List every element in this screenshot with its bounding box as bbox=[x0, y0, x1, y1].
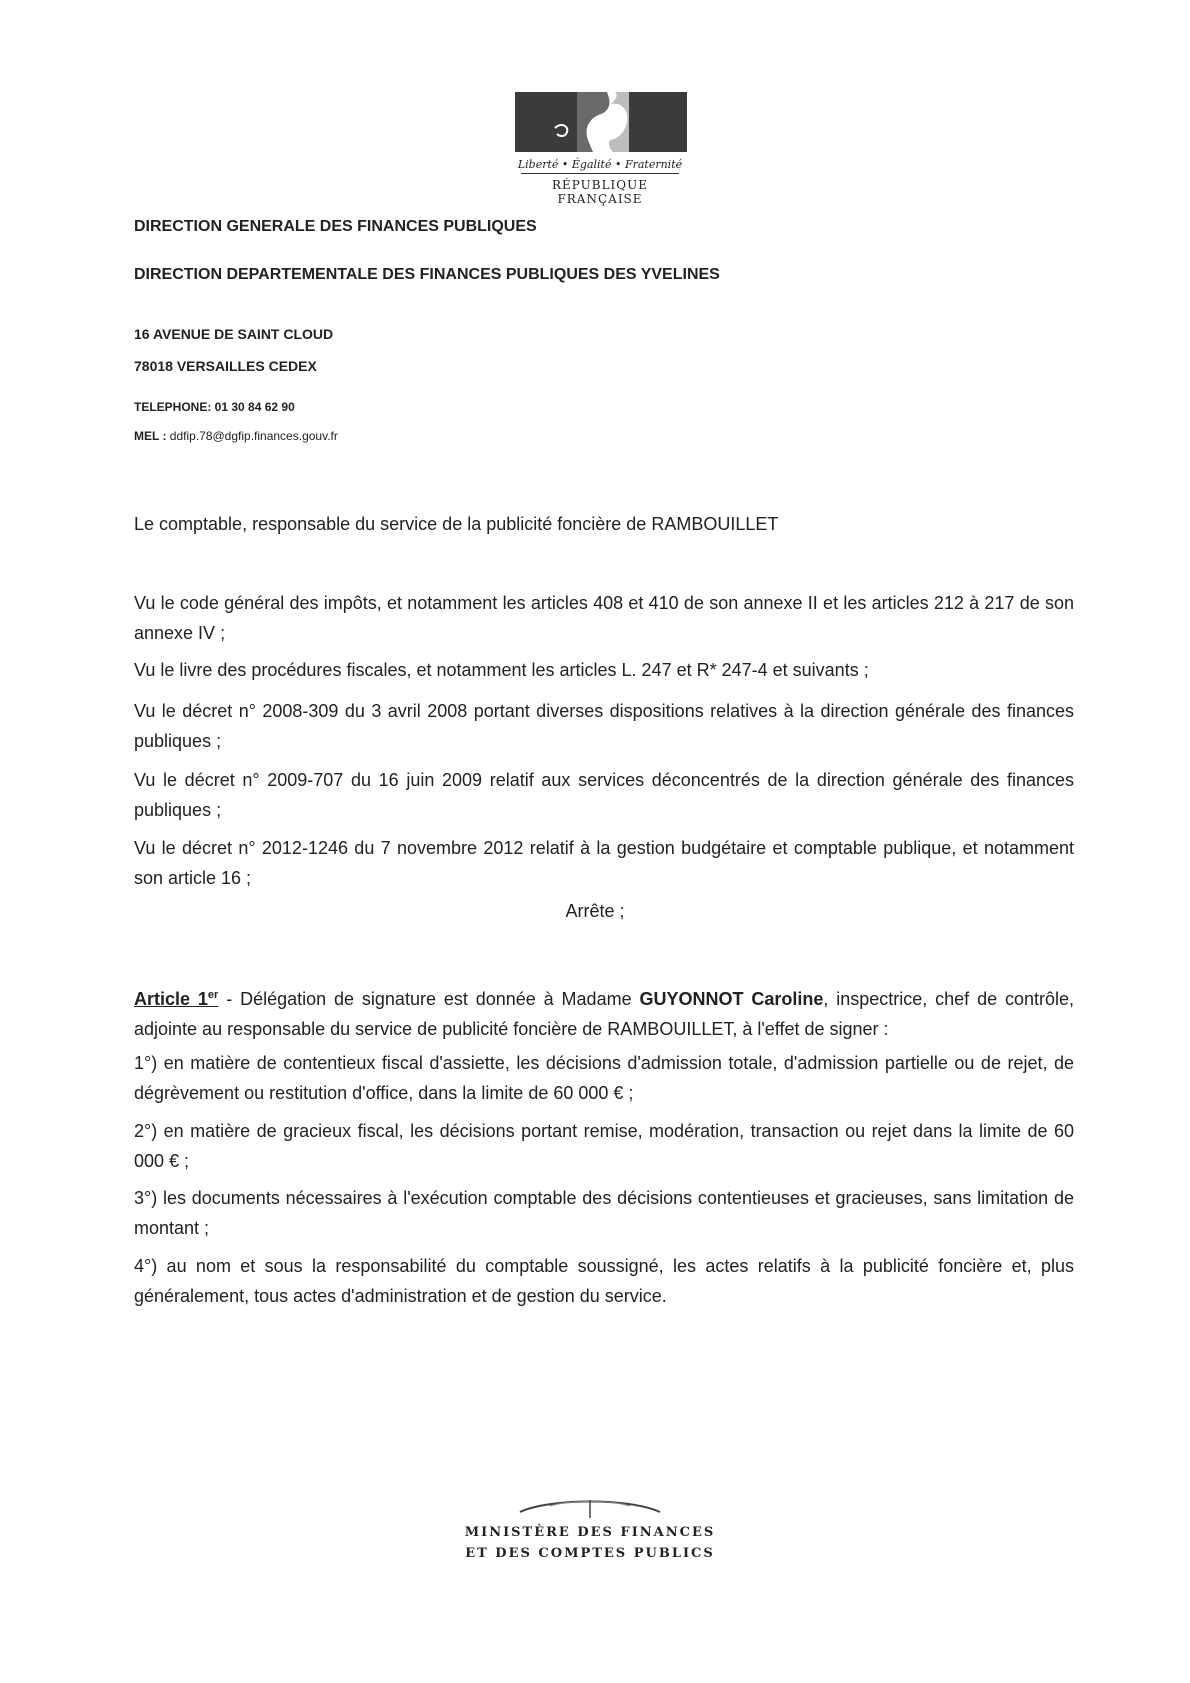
ministry-name-line2: ET DES COMPTES PUBLICS bbox=[465, 1546, 715, 1561]
header-ddfip: DIRECTION DEPARTEMENTALE DES FINANCES PUBLIQUES DES YVELINES bbox=[134, 266, 720, 283]
article-item-3: 3°) les documents nécessaires à l'exécution comptable des décisions contentieuses et gracieuses, sans limitation de montant ; bbox=[134, 1188, 1074, 1238]
vu-paragraph-decret-2012: Vu le décret n° 2012-1246 du 7 novembre 2012 relatif à la gestion budgétaire et comptable publique, et notamment son article 16 ; bbox=[134, 838, 1074, 888]
ministry-emblem-icon bbox=[490, 1490, 690, 1520]
header-dgfip: DIRECTION GENERALE DES FINANCES PUBLIQUES bbox=[134, 218, 537, 235]
article-intro-part-b: , inspectrice, chef de contrôle, adjointe au responsable du service de publicité foncière de RAMBOUILLET, à l'effet de signer : bbox=[134, 989, 1074, 1039]
article-title: Article 1er bbox=[134, 989, 219, 1009]
article-item-2: 2°) en matière de gracieux fiscal, les décisions portant remise, modération, transaction ou rejet dans la limite de 60 000 € ; bbox=[134, 1121, 1074, 1171]
delegate-name: GUYONNOT Caroline bbox=[639, 989, 824, 1009]
ministry-footer bbox=[440, 1490, 740, 1562]
article-intro-part-a: - Délégation de signature est donnée à Madame bbox=[218, 989, 640, 1009]
header-address-street: 16 AVENUE DE SAINT CLOUD bbox=[134, 326, 334, 342]
logo-motto: Liberté • Égalité • Fraternité bbox=[517, 158, 683, 171]
article-item-1: 1°) en matière de contentieux fiscal d'assiette, les décisions d'admission totale, d'admission partielle ou de rejet, de dégrèvement ou restitution d'office, dans la limite de 60 000 € ; bbox=[134, 1053, 1074, 1103]
vu-paragraph-cgi: Vu le code général des impôts, et notamment les articles 408 et 410 de son annexe II et les articles 212 à 217 de son annexe IV ; bbox=[134, 593, 1074, 643]
vu-paragraph-decret-2009: Vu le décret n° 2009-707 du 16 juin 2009 relatif aux services déconcentrés de la direction générale des finances publiques ; bbox=[134, 770, 1074, 820]
marianne-emblem-icon bbox=[515, 92, 687, 152]
header-email-value: ddfip.78@dgfip.finances.gouv.fr bbox=[169, 429, 338, 443]
ministry-name-line1: MINISTÈRE DES FINANCES bbox=[464, 1525, 716, 1540]
header-address-city: 78018 VERSAILLES CEDEX bbox=[134, 358, 317, 374]
header-telephone: TELEPHONE: 01 30 84 62 90 bbox=[134, 400, 295, 414]
arrete-heading: Arrête ; bbox=[565, 901, 625, 921]
logo-divider bbox=[521, 173, 679, 174]
vu-paragraph-decret-2008: Vu le décret n° 2008-309 du 3 avril 2008 portant diverses dispositions relatives à la direction générale des finances publiques ; bbox=[134, 701, 1074, 751]
header-email-label: MEL : bbox=[134, 429, 167, 443]
article-item-4: 4°) au nom et sous la responsabilité du comptable soussigné, les actes relatifs à la publicité foncière et, plus généralement, tous actes d'administration et de gestion du service. bbox=[134, 1256, 1074, 1306]
logo-republique: RÉPUBLIQUE FRANÇAISE bbox=[551, 178, 648, 206]
comptable-statement: Le comptable, responsable du service de la publicité foncière de RAMBOUILLET bbox=[134, 514, 779, 534]
header-email bbox=[134, 429, 338, 443]
marianne-logo bbox=[515, 92, 685, 206]
article-1-intro bbox=[134, 980, 1074, 1044]
vu-paragraph-lpf: Vu le livre des procédures fiscales, et notamment les articles L. 247 et R* 247-4 et suivants ; bbox=[134, 660, 869, 680]
